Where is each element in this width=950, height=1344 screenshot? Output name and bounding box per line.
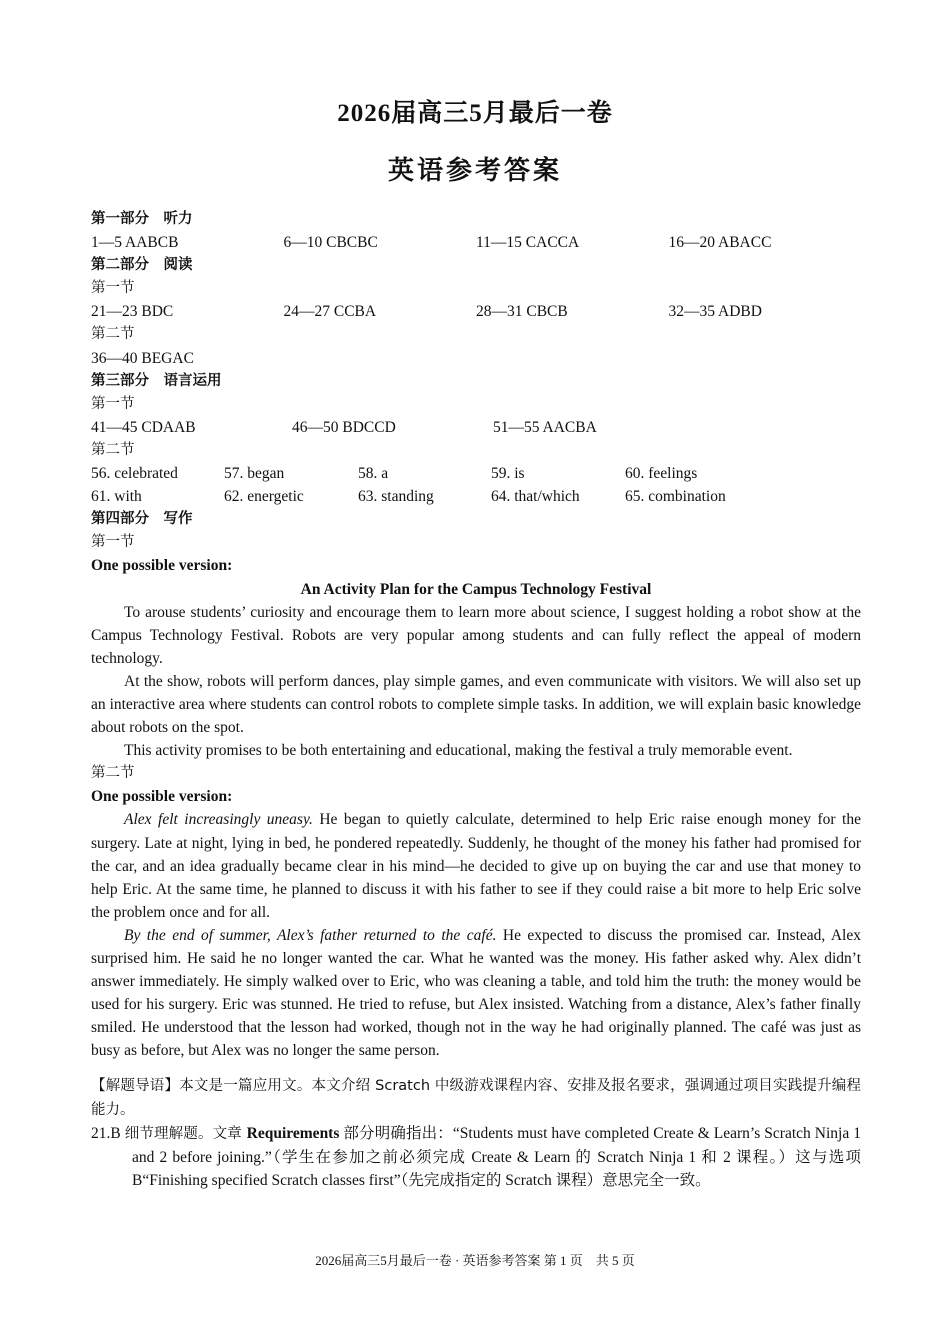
part2-answers2 xyxy=(91,347,861,370)
part3-section1: 第一节 xyxy=(91,395,135,412)
part2-heading: 第二部分 阅读 xyxy=(91,257,193,274)
story-paragraph xyxy=(91,808,861,923)
part1-answers xyxy=(91,231,861,254)
story-lead-sentence: By the end of summer, Alex’s father returned to the café. xyxy=(124,926,497,944)
essay-paragraph: To arouse students’ curiosity and encourage them to learn more about science, I suggest holding a robot show at the Campus Technology Festival. Robots are very popular among students and can fully reflect the appeal of modern technology. xyxy=(91,603,861,667)
version-label: One possible version: xyxy=(91,788,233,806)
solution-guide xyxy=(91,1075,861,1121)
answer-group: 21—23 BDC xyxy=(91,303,174,321)
story-text: He expected to discuss the promised car. Instead, Alex surprised him. He said he no longer wanted the car. What he wanted was the money. His father asked why. Alex didn’t answer immediately. He simply walked over to Eric, who was cleaning a table, and told him the truth: the money would be used for his surgery. Eric was stunned. He tried to refuse, but Alex insisted. Watching from a distance, Alex’s father finally smiled. He understood that the lesson had worked, though not in the way he had originally planned. The café was just as busy as before, but Alex was no longer the same person. xyxy=(91,926,861,1060)
story-paragraph xyxy=(91,924,861,1063)
answer-group: 16—20 ABACC xyxy=(668,234,772,252)
question-explanation xyxy=(91,1122,861,1192)
part4-heading: 第四部分 写作 xyxy=(91,511,193,528)
essay-paragraph: At the show, robots will perform dances, play simple games, and even communicate with visitors. We will also set up an interactive area where students can control robots to complete simple tasks. In addition, we will explain basic knowledge about robots on the spot. xyxy=(91,672,861,737)
answer-group: 32—35 ADBD xyxy=(668,303,762,321)
part2-section2: 第二节 xyxy=(91,326,135,343)
answer-group: 41—45 CDAAB xyxy=(91,418,196,436)
part3-heading: 第三部分 语言运用 xyxy=(91,372,222,389)
page-footer: 2026届高三5月最后一卷 · 英语参考答案 第 1 页 共 5 页 xyxy=(315,1253,635,1268)
part3-row1 xyxy=(91,462,861,485)
part4-section2: 第二节 xyxy=(91,765,135,782)
story-text: He began to quietly calculate, determined to help Eric raise enough money for the surgery. Late at night, lying in bed, he pondered repeatedly. Suddenly, he thought of the money his father had promised for the car, and an idea gradually became clear in his mind—he decided to give up on buying the car and use that money to help Eric. At the same time, he planned to discuss it with his father to see if they could raise a bit more to help Eric solve the problem once and for all. xyxy=(91,811,861,921)
explanation-text: 细节理解题。文章 xyxy=(124,1125,247,1142)
blank-answer: 59. is xyxy=(491,465,525,483)
answer-group: 1—5 AABCB xyxy=(91,234,179,252)
answer-group: 46—50 BDCCD xyxy=(292,418,396,436)
essay-paragraph: This activity promises to be both entertaining and educational, making the festival a truly memorable event. xyxy=(124,742,793,760)
answer-group: 36—40 BEGAC xyxy=(91,349,194,367)
answer-group: 24—27 CCBA xyxy=(283,303,377,321)
story-lead-sentence: Alex felt increasingly uneasy. xyxy=(124,811,313,829)
question-number: 21.B xyxy=(91,1124,121,1142)
blank-answer: 56. celebrated xyxy=(91,465,178,483)
part4-section1: 第一节 xyxy=(91,534,135,551)
blank-answer: 58. a xyxy=(358,465,389,483)
guide-text: 本文是一篇应用文。本文介绍 Scratch 中级游戏课程内容、安排及报名要求，强调通过项目实践提升编程能力。 xyxy=(91,1078,861,1118)
blank-answer: 64. that/which xyxy=(491,488,580,506)
part2-answers1 xyxy=(91,300,861,323)
blank-answer: 60. feelings xyxy=(625,465,698,483)
answer-group: 51—55 AACBA xyxy=(493,418,597,436)
part3-row2 xyxy=(91,485,861,508)
answer-content xyxy=(91,208,861,1192)
blank-answer: 57. began xyxy=(224,465,285,483)
version-label: One possible version: xyxy=(91,557,233,575)
part1-heading: 第一部分 听力 xyxy=(91,211,193,227)
answer-key-title: 英语参考答案 xyxy=(387,156,562,186)
answer-group: 6—10 CBCBC xyxy=(283,234,378,252)
part3-section2: 第二节 xyxy=(91,441,135,458)
exam-title: 2026届高三5月最后一卷 xyxy=(337,100,613,127)
explanation-keyword: Requirements xyxy=(246,1124,340,1142)
part3-answers1 xyxy=(91,416,861,439)
essay-title: An Activity Plan for the Campus Technology Festival xyxy=(300,580,652,598)
part2-section1: 第一节 xyxy=(91,280,135,297)
explanation-text: 部分明确指出：“Students must have completed Create & Learn’s Scratch Ninja 1 and 2 before joining.”（学生在参加之前必须完成 Create & Learn 的 Scratch Ninja 1 和 2 课程。）这与选项 B“Finishing specified Scratch classes first”（先完成指定的 Scratch 课程）意思完全一致。 xyxy=(132,1124,861,1189)
blank-answer: 65. combination xyxy=(625,488,726,506)
guide-label: 【解题导语】 xyxy=(91,1078,180,1095)
blank-answer: 62. energetic xyxy=(224,488,304,506)
blank-answer: 63. standing xyxy=(358,488,434,506)
answer-group: 11—15 CACCA xyxy=(476,234,580,252)
blank-answer: 61. with xyxy=(91,488,142,506)
answer-group: 28—31 CBCB xyxy=(476,303,568,321)
